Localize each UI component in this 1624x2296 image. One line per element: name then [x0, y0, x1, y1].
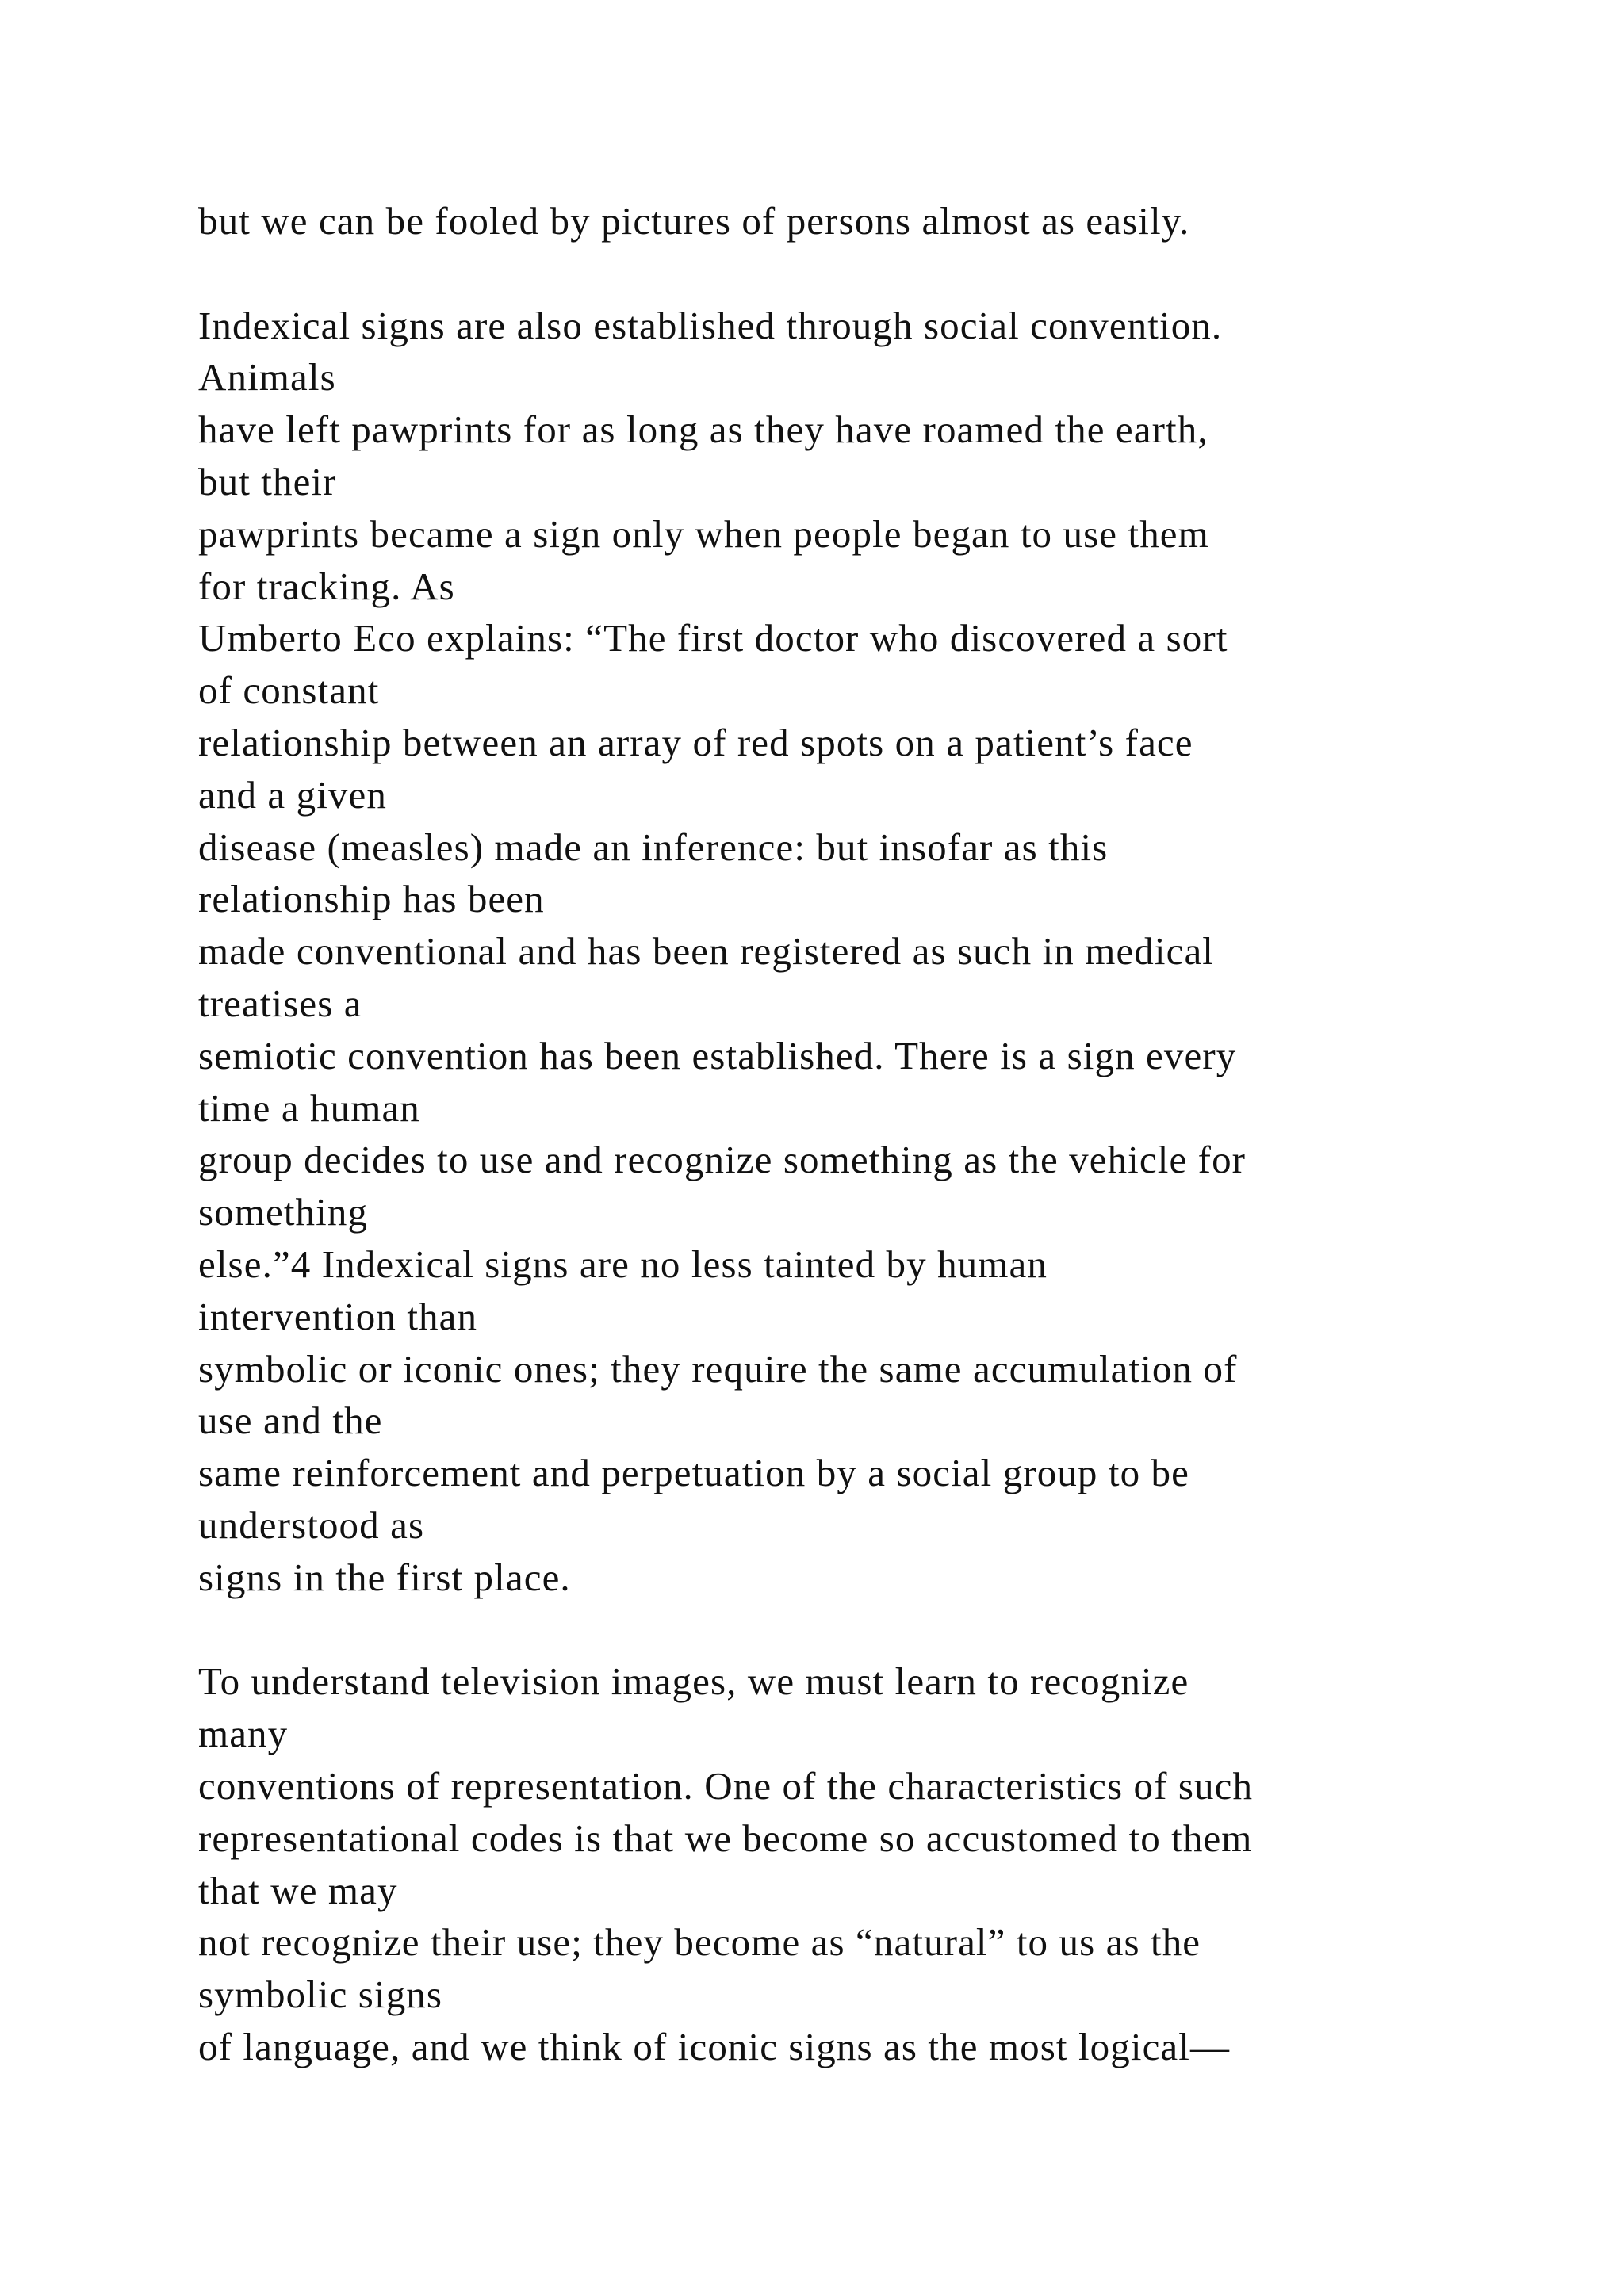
text-line: relationship between an array of red spots on a patient’s face [198, 720, 1193, 764]
text-line: treatises a [198, 981, 362, 1025]
text-line: for tracking. As [198, 564, 455, 608]
text-line: intervention than [198, 1294, 478, 1338]
text-line: signs in the first place. [198, 1555, 571, 1599]
text-line: same reinforcement and perpetuation by a social group to be [198, 1451, 1189, 1495]
text-line: that we may [198, 1868, 398, 1912]
text-line: made conventional and has been registered as such in medical [198, 929, 1215, 974]
text-line: Animals [198, 355, 336, 400]
text-line: not recognize their use; they become as “natural” to us as the [198, 1920, 1201, 1965]
text-line: and a given [198, 772, 387, 817]
text-line: To understand television images, we must learn to recognize [198, 1659, 1189, 1704]
text-line: something [198, 1190, 369, 1234]
text-line: time a human [198, 1085, 420, 1130]
text-line: pawprints became a sign only when people began to use them [198, 511, 1209, 556]
text-line: group decides to use and recognize something as the vehicle for [198, 1138, 1247, 1182]
text-line: understood as [198, 1502, 425, 1547]
text-line: of constant [198, 668, 380, 713]
text-line: semiotic convention has been established. There is a sign every [198, 1033, 1237, 1077]
text-line: disease (measles) made an inference: but insofar as this [198, 825, 1109, 869]
paragraph-break [198, 247, 1610, 300]
text-line: Umberto Eco explains: “The first doctor who discovered a sort [198, 616, 1228, 660]
text-line: Indexical signs are also established through social convention. [198, 303, 1223, 347]
text-line: use and the [198, 1399, 383, 1443]
text-line: relationship has been [198, 877, 545, 921]
body-text [198, 195, 1610, 2073]
text-line: symbolic signs [198, 1973, 443, 2017]
text-line: many [198, 1712, 289, 1756]
text-line: but their [198, 459, 337, 503]
text-line: representational codes is that we become so accustomed to them [198, 1816, 1253, 1860]
text-line: of language, and we think of iconic signs as the most logical— [198, 2024, 1231, 2068]
text-line: have left pawprints for as long as they have roamed the earth, [198, 408, 1208, 452]
text-line: conventions of representation. One of the characteristics of such [198, 1763, 1254, 1808]
text-line: but we can be fooled by pictures of persons almost as easily. [198, 199, 1190, 243]
text-line: else.”4 Indexical signs are no less tainted by human [198, 1242, 1048, 1286]
text-line: symbolic or iconic ones; they require the same accumulation of [198, 1346, 1238, 1391]
paragraph-break [198, 1604, 1610, 1656]
